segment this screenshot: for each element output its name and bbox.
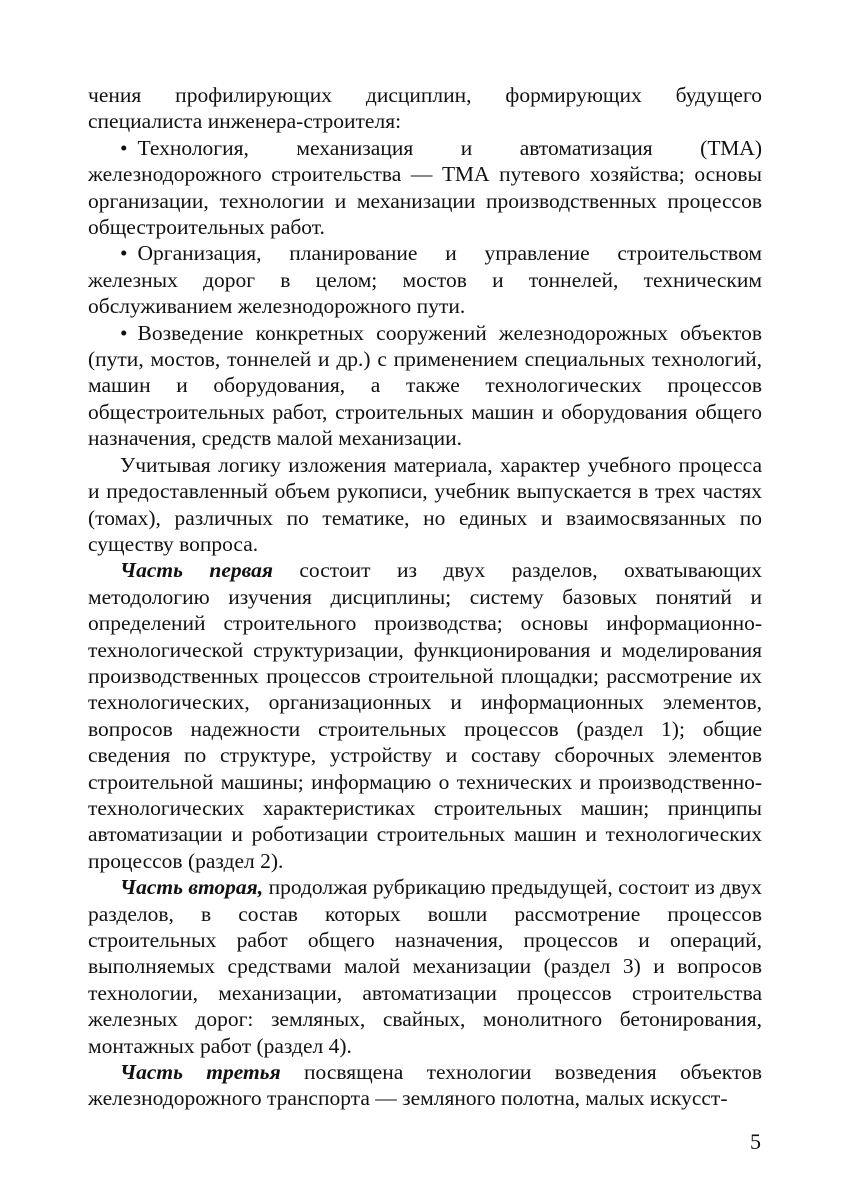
bullet-item-1 bbox=[88, 135, 762, 241]
part-two-text: продолжая рубрикацию предыдущей, состоит из двух разделов, в состав которых вошли рассмотрение процессов строительных работ общего назначения, процессов и операций, выполняемых средствами малой механизации (раздел 3) и вопросов технологии, механизации, автоматизации процессов строительства железных дорог: земляных, свайных, монолитного бетонирования, монтажных работ (раздел 4). bbox=[88, 875, 763, 1058]
bullet-mark: • bbox=[120, 241, 128, 266]
part-one-paragraph bbox=[88, 557, 762, 874]
bullet-text: Технология, механизация и автоматизация (ТМА) железнодорожного строительства — ТМА путевого хозяйства; основы организации, технологии и механизации производственных процессов общестроительных работ. bbox=[88, 135, 762, 240]
part-three-paragraph bbox=[88, 1059, 762, 1112]
bullet-text: Возведение конкретных сооружений железнодорожных объектов (пути, мостов, тоннелей и др.) с применением специальных технологий, машин и оборудования, а также технологических процессов общестроительных работ, строительных машин и оборудования общего назначения, средств малой механизации. bbox=[88, 320, 762, 451]
bullet-item-3 bbox=[88, 320, 762, 452]
part-two-heading: Часть вторая, bbox=[120, 875, 264, 900]
part-three-heading: Часть третья bbox=[120, 1060, 281, 1085]
intro-paragraph: чения профилирующих дисциплин, формирующих будущего специалиста инженера-строителя: bbox=[88, 83, 762, 134]
part-two-paragraph bbox=[88, 874, 762, 1059]
bullet-mark: • bbox=[120, 320, 128, 345]
page-number: 5 bbox=[750, 1129, 761, 1154]
part-three-text: посвящена технологии возведения объектов железнодорожного транспорта — земляного полотна, малых искусст- bbox=[88, 1060, 762, 1111]
logic-paragraph: Учитывая логику изложения материала, характер учебного процесса и предоставленный объем рукописи, учебник выпускается в трех частях (томах), различных по тематике, но единых и взаимосвязанных по существу вопроса. bbox=[88, 452, 762, 556]
bullet-mark: • bbox=[120, 135, 128, 160]
bullet-text: Организация, планирование и управление строительством железных дорог в целом; мостов и тоннелей, техническим обслуживанием железнодорожного пути. bbox=[88, 241, 762, 319]
bullet-item-2 bbox=[88, 240, 762, 319]
document-page bbox=[88, 82, 762, 1112]
part-one-heading: Часть первая bbox=[120, 558, 273, 583]
part-one-text: состоит из двух разделов, охватывающих методологию изучения дисциплины; систему базовых понятий и определений строительного производства; основы информационно-технологической структуризации, функционирования и моделирования производственных процессов строительной площадки; рассмотрение их технологических, организационных и информационных элементов, вопросов надежности строительных процессов (раздел 1); общие сведения по структуре, устройству и составу сборочных элементов строительной машины; информацию о технических и производственно-технологических характеристиках строительных машин; принципы автоматизации и роботизации строительных машин и технологических процессов (раздел 2). bbox=[88, 558, 762, 873]
